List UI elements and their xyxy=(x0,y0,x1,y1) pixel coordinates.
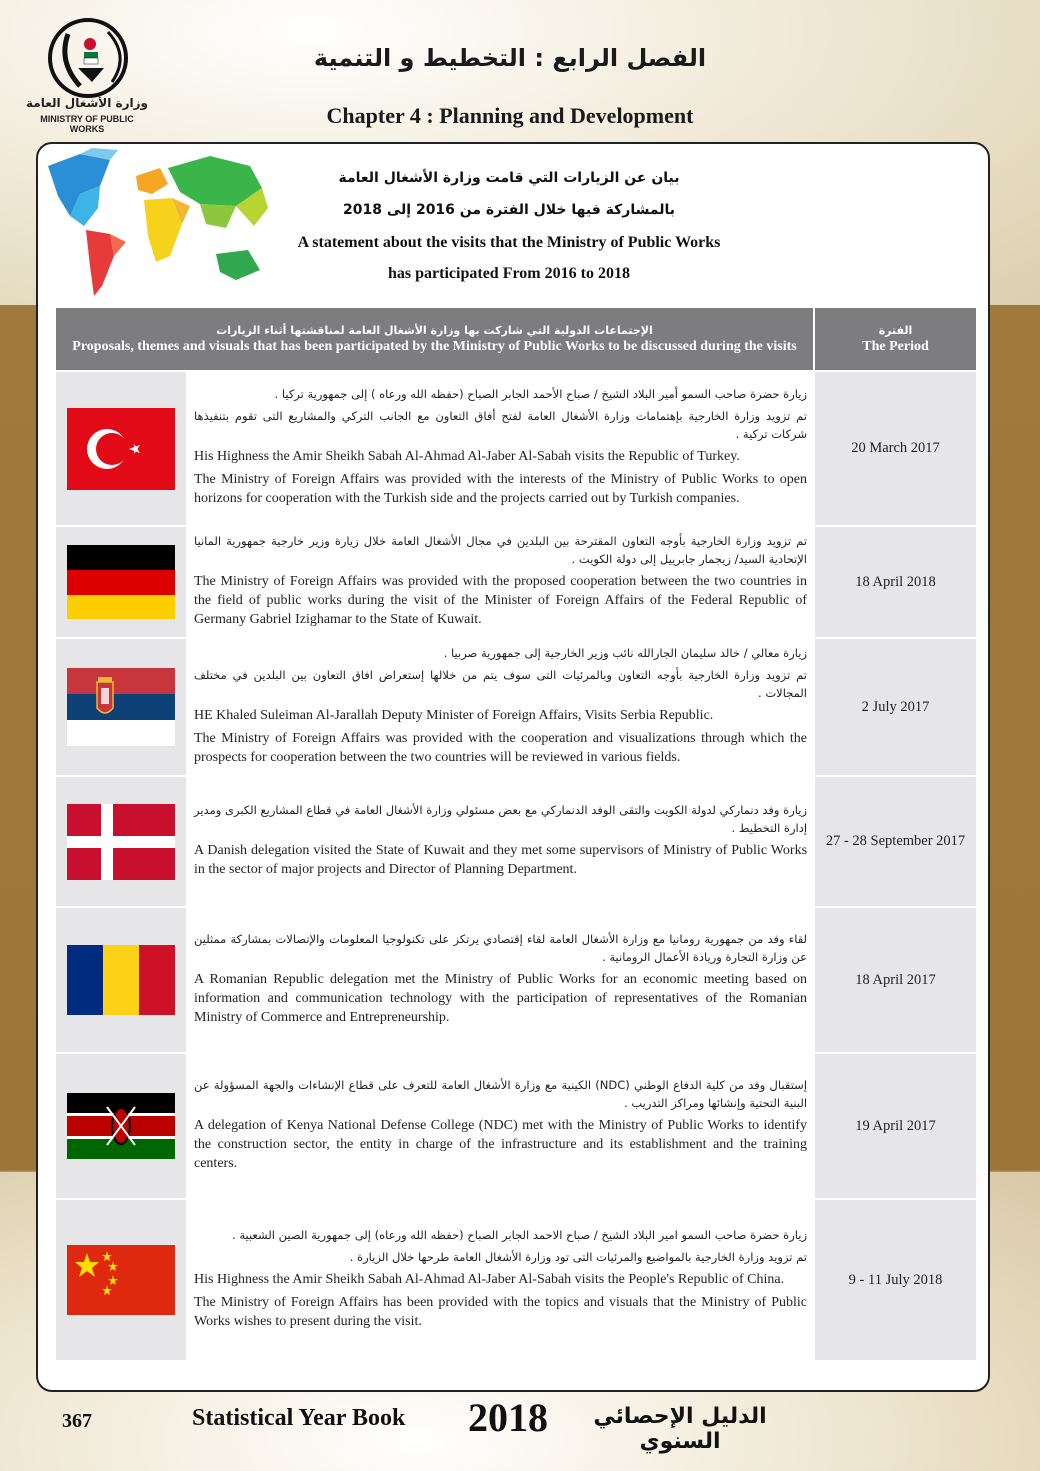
visit-description xyxy=(188,777,813,906)
visit-period: 27 - 28 September 2017 xyxy=(815,777,976,906)
denmark-flag-icon xyxy=(67,804,175,880)
flag-cell xyxy=(56,908,186,1052)
description-english: A delegation of Kenya National Defense College (NDC) met with the Ministry of Public Works to identify the construction sector, the entity in charge of the infrastructure and its establishment and the training centers. xyxy=(194,1117,808,1171)
description-english: His Highness the Amir Sheikh Sabah Al-Ahmad Al-Jaber Al-Sabah visits the Republic of Turkey. xyxy=(194,449,740,464)
description-english: The Ministry of Foreign Affairs was provided with the cooperation and visualizations through which the prospects for cooperation between the two countries will be reviewed in various fields. xyxy=(194,730,808,765)
section-title-arabic-2: بالمشاركة فيها خلال الفترة من 2016 إلى 2018 xyxy=(343,202,675,218)
visit-description xyxy=(188,639,813,775)
visit-period: 19 April 2017 xyxy=(815,1054,976,1198)
flag-cell xyxy=(56,1200,186,1360)
flag-cell xyxy=(56,639,186,775)
table-row xyxy=(56,1054,976,1198)
table-row xyxy=(56,372,976,525)
description-arabic: زيارة حضرة صاحب السمو أمير البلاد الشيخ / صباح الأحمد الجابر الصباح (حفظه الله ورعاه ) إلى جمهورية تركيا . xyxy=(274,387,808,401)
description-english: A Romanian Republic delegation met the Ministry of Public Works for an economic meeting based on information and communication technology with the participation of representatives of the Romanian Ministry of Commerce and Entrepreneurship. xyxy=(194,971,808,1025)
visit-period: 18 April 2017 xyxy=(815,908,976,1052)
description-english: The Ministry of Foreign Affairs was provided with the interests of the Ministry of Public Works to open horizons for cooperation with the Turkish side and the projects carried out by Turkish companies. xyxy=(194,472,808,506)
content-card xyxy=(36,142,990,1392)
description-arabic: زيارة حضرة صاحب السمو امير البلاد الشيخ / صباح الاحمد الجابر الصباح (حفظه الله ورعاه) إلى جمهورية الصين الشعبية . xyxy=(232,1227,808,1242)
romania-flag-icon xyxy=(67,945,175,1015)
section-title-english-2: has participated From 2016 to 2018 xyxy=(388,265,630,282)
flag-cell xyxy=(56,372,186,525)
description-english: The Ministry of Foreign Affairs was provided with the proposed cooperation between the two countries in the field of public works during the visit of the Minister of Foreign Affairs of the Federal Republic of Germany Gabriel Izighamar to the State of Kuwait. xyxy=(194,573,808,627)
turkey-flag-icon xyxy=(67,408,175,490)
description-arabic: إستقبال وفد من كلية الدفاع الوطني (NDC) الكينية مع وزارة الأشغال العامة للتعرف على قطاع الإنشاءات والجهة المسؤولة عن البنية التحتية وإنشائها ومراكز التدريب . xyxy=(194,1077,808,1110)
china-flag-icon xyxy=(67,1245,175,1315)
flag-cell xyxy=(56,527,186,637)
visits-table xyxy=(54,306,978,1362)
yearbook-title-english: Statistical Year Book xyxy=(192,1405,406,1431)
period-header-arabic: الفترة xyxy=(878,323,913,337)
logo-arabic-name: وزارة الأشغال العامة xyxy=(26,96,148,110)
visit-description xyxy=(188,908,813,1052)
description-english: A Danish delegation visited the State of Kuwait and they met some supervisors of Ministry of Public Works in the sector of major projects and Director of Planning Department. xyxy=(194,842,808,877)
yearbook-year: 2018 xyxy=(468,1395,548,1440)
description-arabic: تم تزويد وزارة الخارجية بأوجه التعاون وبالمرئيات التى سوف يتم من خلالها إستعراض افاق التعاون بين البلدين في مختلف المجالات . xyxy=(194,667,808,700)
description-arabic: تم تزويد وزارة الخارجية بإهتمامات وزارة الأشغال العامة لفتح أفاق التعاون مع الجانب التركي والمشاريع التى تقوم بتنفيذها شركات تركية . xyxy=(194,409,808,441)
description-arabic: زيارة وفد دنماركي لدولة الكويت والتقى الوفد الدنماركي مع بعض مسئولي وزارة الأشغال العامة في قطاع المشاريع الكبرى ومدير إدارة التخطيط . xyxy=(194,802,808,835)
description-english: The Ministry of Foreign Affairs has been provided with the topics and visuals that the Ministry of Public Works wishes to present during the visit. xyxy=(194,1294,808,1329)
table-row xyxy=(56,777,976,906)
topic-header-english: Proposals, themes and visuals that has been participated by the Ministry of Public Works to be discussed during the visits xyxy=(72,338,797,354)
table-header-row xyxy=(56,308,976,370)
description-arabic: لقاء وفد من جمهورية رومانيا مع وزارة الأشغال العامة لقاء إقتصادي يرتكز على تكنولوجيا المعلومات والإتصالات بمشاركة ممثلين عن وزارة التجارة وريادة الأعمال الرومانية . xyxy=(194,931,808,964)
visit-period: 9 - 11 July 2018 xyxy=(815,1200,976,1360)
section-title-english-1: A statement about the visits that the Ministry of Public Works xyxy=(297,234,721,251)
table-row xyxy=(56,908,976,1052)
chapter-title-arabic: الفصل الرابع : التخطيط و التنمية xyxy=(313,44,707,72)
flag-cell xyxy=(56,1054,186,1198)
visit-period: 2 July 2017 xyxy=(815,639,976,775)
table-row xyxy=(56,1200,976,1360)
description-english: His Highness the Amir Sheikh Sabah Al-Ahmad Al-Jaber Al-Sabah visits the People's Republic of China. xyxy=(194,1271,785,1287)
page-number: 367 xyxy=(62,1410,92,1432)
yearbook-title-arabic: الدليل الإحصائي السنوي xyxy=(593,1404,767,1454)
table-row xyxy=(56,527,976,637)
description-arabic: زيارة معالي / خالد سليمان الجارالله نائب وزير الخارجية إلى جمهورية صربيا . xyxy=(443,645,808,660)
section-title-arabic-1: بيان عن الزيارات التي قامت وزارة الأشغال العامة xyxy=(338,170,680,186)
germany-flag-icon xyxy=(67,545,175,619)
description-english: HE Khaled Suleiman Al-Jarallah Deputy Minister of Foreign Affairs, Visits Serbia Republic. xyxy=(194,707,714,723)
topic-column-header xyxy=(56,308,813,370)
visit-period: 20 March 2017 xyxy=(815,372,976,525)
visit-description xyxy=(188,372,813,525)
table-row xyxy=(56,639,976,775)
visit-description xyxy=(188,1054,813,1198)
world-map-icon xyxy=(40,146,270,301)
flag-cell xyxy=(56,777,186,906)
logo-english-name: MINISTRY OF PUBLIC WORKS xyxy=(40,114,134,134)
topic-header-arabic: الإجتماعات الدولية التي شاركت بها وزارة الأشغال العامة لمناقشتها أثناء الزيارات xyxy=(216,323,653,337)
chapter-title-english: Chapter 4 : Planning and Development xyxy=(326,103,694,128)
serbia-flag-icon xyxy=(67,668,175,746)
visit-period: 18 April 2018 xyxy=(815,527,976,637)
visit-description xyxy=(188,527,813,637)
description-arabic: تم تزويد وزارة الخارجية بالمواضيع والمرئيات التى تود وزارة الأشغال العامة طرحها خلال الزيارة . xyxy=(349,1249,808,1264)
period-column-header xyxy=(815,308,976,370)
visit-description xyxy=(188,1200,813,1360)
description-arabic: تم تزويد وزارة الخارجية بأوجه التعاون المقترحة بين البلدين في مجال الأشغال العامة خلال زيارة وزير خارجية جمهورية المانيا الإتحادية السيد/ زيجمار جابرييل إلى دولة الكويت . xyxy=(194,533,808,566)
period-header-english: The Period xyxy=(862,338,929,354)
kenya-flag-icon xyxy=(67,1093,175,1159)
